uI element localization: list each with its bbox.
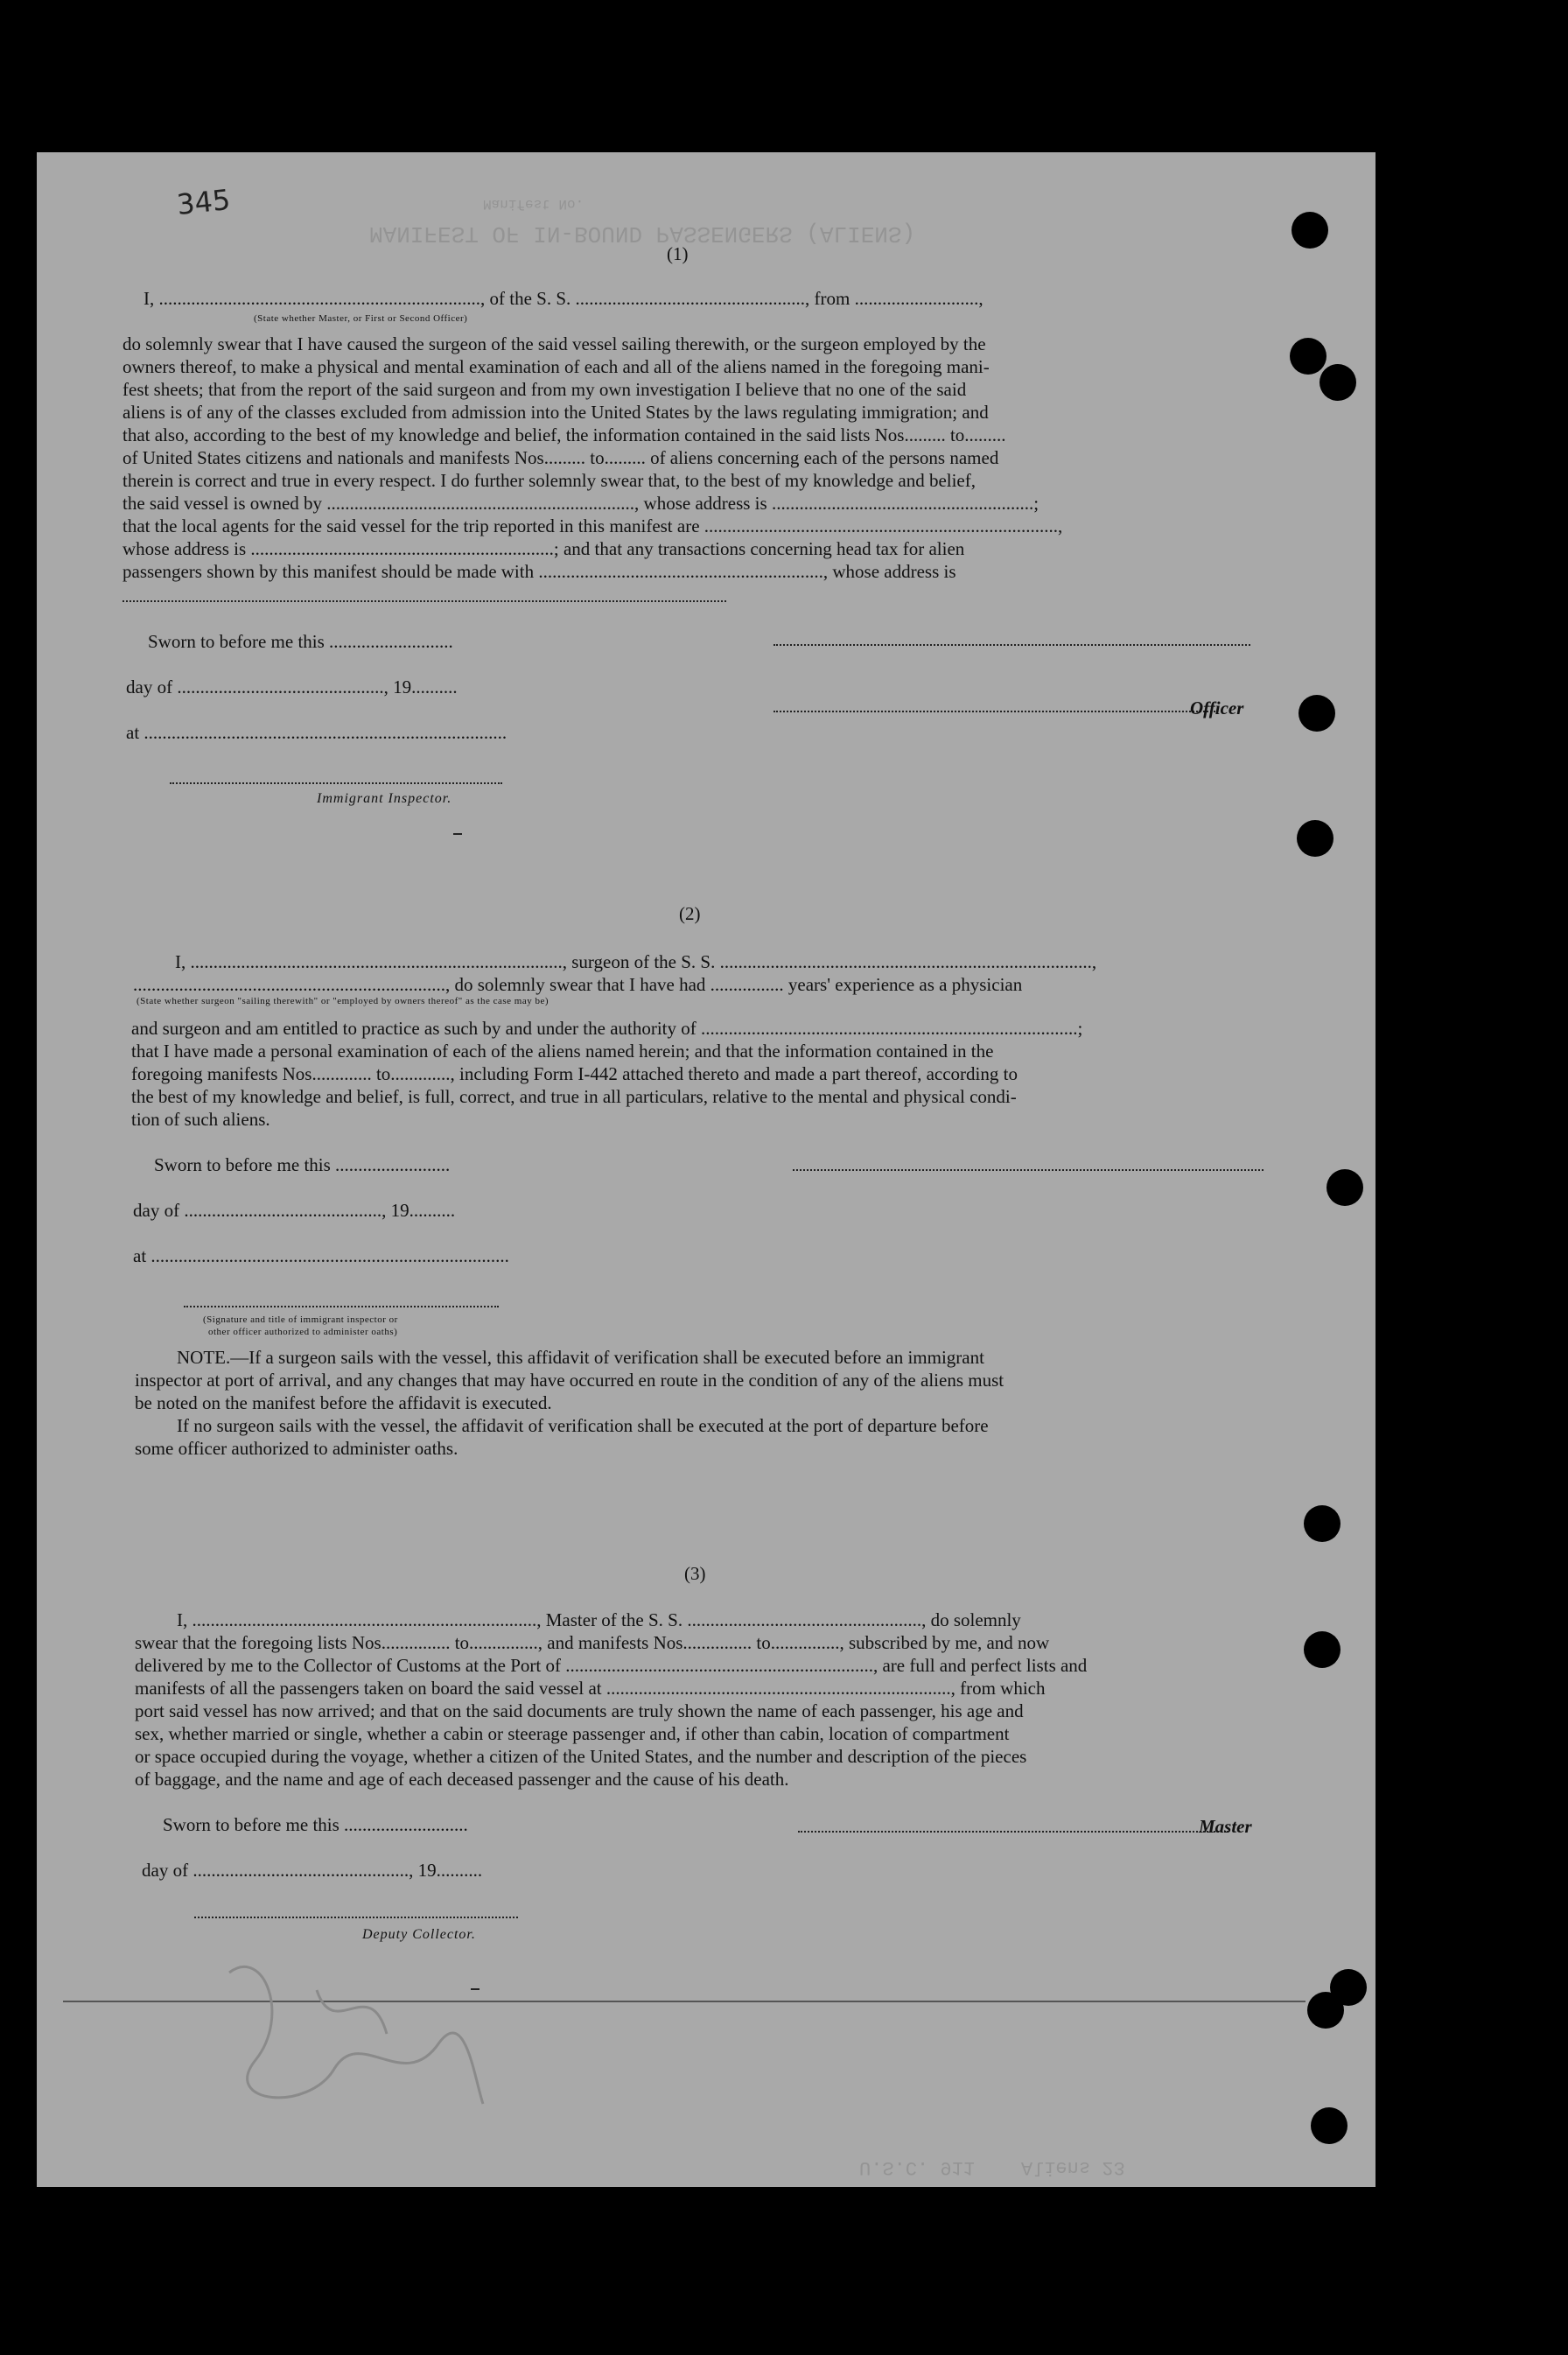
section-2-number: (2) <box>679 903 701 924</box>
bleed-through-manifest-no: Manifest No. <box>483 196 584 212</box>
punch-hole <box>1297 820 1334 857</box>
collector-label: Deputy Collector. <box>362 1927 476 1942</box>
section-3-line: or space occupied during the voyage, whether a citizen of the United States, and the number and description of the pieces <box>135 1746 1027 1767</box>
section-2-line: ...................................................................., do solemnly swear that I have had ................ years' experience as a physician <box>133 974 1023 995</box>
punch-hole <box>1292 212 1328 249</box>
dash-mark <box>453 833 462 835</box>
section-3-line: sex, whether married or single, whether a cabin or steerage passenger and, if other than cabin, location of compartment <box>135 1723 1010 1744</box>
section-2-line: and surgeon and am entitled to practice as such by and under the authority of ..................................................................................; <box>131 1018 1083 1039</box>
section-1-line: aliens is of any of the classes excluded from admission into the United States by the laws regulating immigration; and <box>122 402 989 423</box>
sworn-label-1: Sworn to before me this ........................... <box>148 631 453 652</box>
day-label-2: day of ..........................................., 19.......... <box>133 1200 456 1221</box>
section-2-line: foregoing manifests Nos............. to............., including Form I-442 attached thereto and made a part thereof, according to <box>131 1063 1018 1084</box>
section-3-line: port said vessel has now arrived; and that on the said documents are truly shown the name of each passenger, his age and <box>135 1700 1024 1721</box>
at-label-2: at .............................................................................. <box>133 1245 509 1266</box>
section-1-line: that the local agents for the said vessel for the trip reported in this manifest are ............................................................................., <box>122 515 1063 536</box>
section-2-line: the best of my knowledge and belief, is full, correct, and true in all particulars, relative to the mental and physical condi- <box>131 1086 1017 1107</box>
section-1-line: the said vessel is owned by ..................................................................., whose address is .........................................................; <box>122 493 1040 514</box>
punch-hole <box>1311 2107 1348 2144</box>
day-label-1: day of ............................................., 19.......... <box>126 676 458 697</box>
section-3-number: (3) <box>684 1563 706 1584</box>
note-line: be noted on the manifest before the affidavit is executed. <box>135 1392 552 1413</box>
section-1-line: therein is correct and true in every respect. I do further solemnly swear that, to the best of my knowledge and belief, <box>122 470 976 491</box>
note-line: If no surgeon sails with the vessel, the affidavit of verification shall be executed at the port of departure before <box>177 1415 989 1436</box>
section-2-intro: I, ................................................................................., surgeon of the S. S. ................................................................................., <box>175 951 1097 972</box>
master-signature-line <box>798 1831 1228 1833</box>
signature-note-2: other officer authorized to administer oaths) <box>208 1327 398 1337</box>
punch-hole <box>1320 364 1356 401</box>
section-1-line: whose address is ..................................................................; and that any transactions concerning head tax for alien <box>122 538 965 559</box>
section-1-line: passengers shown by this manifest should be made with .............................................................., whose address is <box>122 561 956 582</box>
surgeon-note: (State whether surgeon "sailing therewith" or "employed by owners thereof" as the case may be) <box>136 996 550 1006</box>
punch-hole <box>1326 1169 1363 1206</box>
section-2-line: tion of such aliens. <box>131 1109 270 1130</box>
punch-hole <box>1298 695 1335 732</box>
officer-signature-line <box>774 711 1215 712</box>
surgeon-signature-line <box>793 1169 1264 1171</box>
section-1-line: of United States citizens and nationals and manifests Nos......... to......... of aliens concerning each of the persons named <box>122 447 999 468</box>
section-3-line: manifests of all the passengers taken on board the said vessel at ..........................................................................., from which <box>135 1678 1046 1699</box>
officer-label: Officer <box>1190 697 1244 718</box>
note-line: inspector at port of arrival, and any changes that may have occurred en route in the condition of any of the aliens must <box>135 1370 1004 1391</box>
section-3-line: delivered by me to the Collector of Customs at the Port of ..................................................................., are full and perfect lists and <box>135 1655 1088 1676</box>
at-label-1: at ............................................................................... <box>126 722 508 743</box>
bleed-through-footer: U.S.C. 911 Aliens 23 <box>859 2156 1125 2178</box>
sworn-label-2: Sworn to before me this ......................... <box>154 1154 451 1175</box>
punch-hole <box>1304 1505 1340 1542</box>
master-label: Master <box>1199 1816 1252 1837</box>
inspector-signature-line-2 <box>184 1306 499 1307</box>
pencil-scribble <box>212 1938 500 2130</box>
section-1-number: (1) <box>667 243 689 264</box>
section-1-line: owners thereof, to make a physical and mental examination of each and all of the aliens named in the foregoing mani- <box>122 356 990 377</box>
day-label-3: day of ..............................................., 19.......... <box>142 1860 483 1881</box>
section-3-line: swear that the foregoing lists Nos............... to..............., and manifests Nos............... to..............., subscribed by me, and now <box>135 1632 1050 1653</box>
section-3-line: of baggage, and the name and age of each deceased passenger and the cause of his death. <box>135 1769 789 1790</box>
section-1-intro: I, ......................................................................, of the S. S. .................................................., from ..........................., <box>144 288 984 309</box>
handwritten-page-number: 345 <box>175 182 232 222</box>
officer-note: (State whether Master, or First or Second Officer) <box>254 313 468 324</box>
punch-hole <box>1304 1631 1340 1668</box>
section-1-line: do solemnly swear that I have caused the surgeon of the said vessel sailing therewith, or the surgeon employed by the <box>122 333 986 354</box>
sworn-label-3: Sworn to before me this ........................... <box>163 1814 468 1835</box>
punch-hole <box>1307 1992 1344 2029</box>
section-1-line: fest sheets; that from the report of the said surgeon and from my own investigation I believe that no one of the said <box>122 379 967 400</box>
section-3-line: I, ..........................................................................., Master of the S. S. ..................................................., do solemnly <box>177 1609 1021 1630</box>
note-line: NOTE.—If a surgeon sails with the vessel, this affidavit of verification shall be executed before an immigrant <box>177 1347 984 1368</box>
officer-top-line <box>774 644 1250 646</box>
document-sheet <box>37 152 1376 2187</box>
punch-hole <box>1290 338 1326 375</box>
section-1-line: that also, according to the best of my knowledge and belief, the information contained in the said lists Nos......... to......... <box>122 424 1006 445</box>
inspector-signature-line <box>170 782 502 784</box>
note-line: some officer authorized to administer oaths. <box>135 1438 458 1459</box>
section-2-line: that I have made a personal examination of each of the aliens named herein; and that the information contained in the <box>131 1041 994 1062</box>
continuation-rule <box>122 600 726 602</box>
collector-signature-line <box>194 1917 518 1918</box>
inspector-label: Immigrant Inspector. <box>317 791 452 806</box>
signature-note-1: (Signature and title of immigrant inspector or <box>203 1314 398 1325</box>
bleed-through-title: MANIFEST OF IN-BOUND PASSENGERS (ALIENS) <box>369 221 916 247</box>
